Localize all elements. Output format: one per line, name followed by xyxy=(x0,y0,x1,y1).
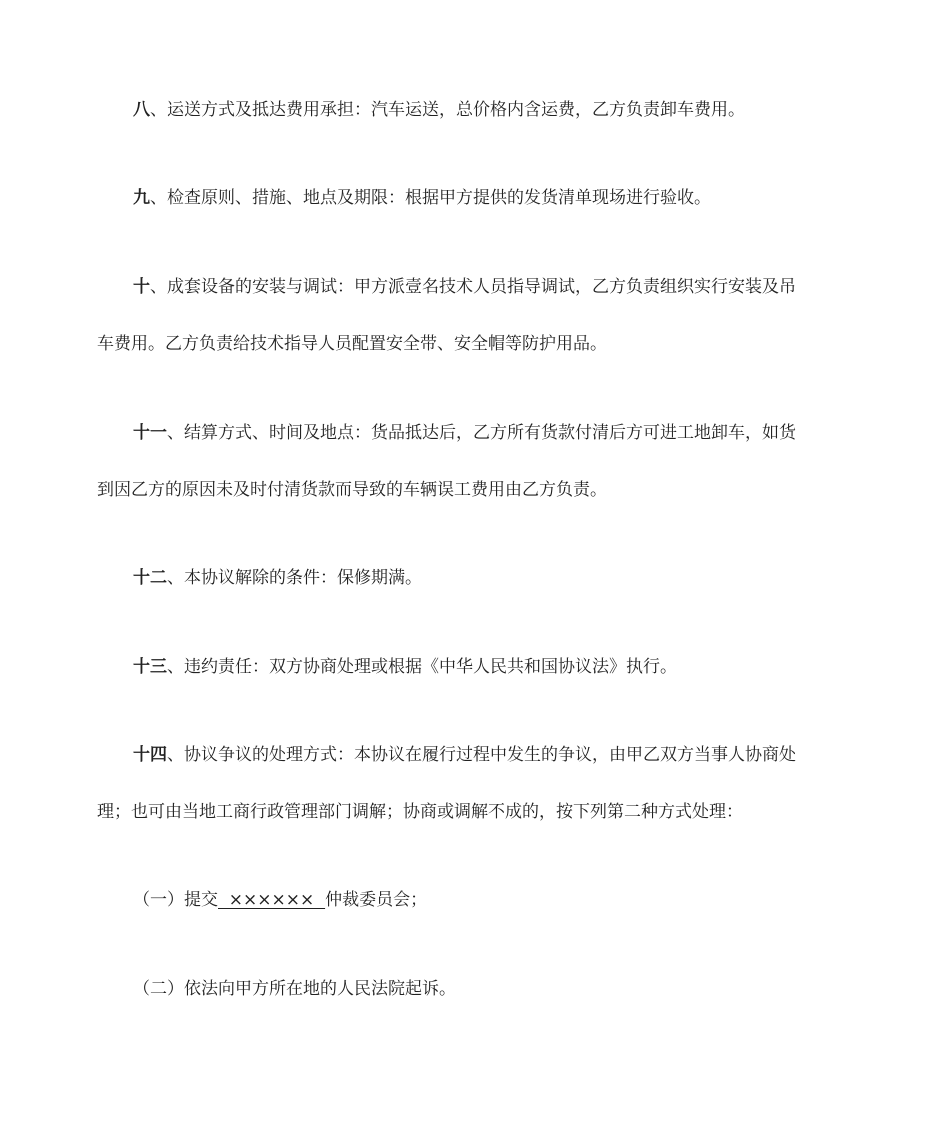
clause-number: 十二 xyxy=(133,568,167,588)
clause-8 xyxy=(97,99,893,121)
clause-text: 理；也可由当地工商行政管理部门调解；协商或调解不成的，按下列第二种方式处理： xyxy=(97,802,743,822)
clause-text: 、运送方式及抵达费用承担：汽车运送，总价格内含运费，乙方负责卸车费用。 xyxy=(150,100,745,120)
clause-11-continuation xyxy=(97,479,857,501)
clause-number: 九 xyxy=(133,188,150,208)
clause-text: 车费用。乙方负责给技术指导人员配置安全带、安全帽等防护用品。 xyxy=(97,334,607,354)
dispute-option-2 xyxy=(97,978,893,1000)
clause-text: 、成套设备的安装与调试：甲方派壹名技术人员指导调试，乙方负责组织实行安装及吊 xyxy=(150,277,796,297)
clause-14-continuation xyxy=(97,801,857,823)
clause-13 xyxy=(97,656,893,678)
clause-number: 十一 xyxy=(133,423,167,443)
clause-text: 、本协议解除的条件：保修期满。 xyxy=(167,568,422,588)
clause-14 xyxy=(97,744,893,766)
clause-10 xyxy=(97,276,893,298)
arbitration-blank-field: ×××××× xyxy=(218,890,326,910)
clause-text: 、协议争议的处理方式：本协议在履行过程中发生的争议，由甲乙双方当事人协商处 xyxy=(167,745,796,765)
dispute-option-1 xyxy=(97,889,893,911)
clause-text: 、检查原则、措施、地点及期限：根据甲方提供的发货清单现场进行验收。 xyxy=(150,188,711,208)
clause-12 xyxy=(97,567,893,589)
clause-9 xyxy=(97,187,893,209)
option-text: （二）依法向甲方所在地的人民法院起诉。 xyxy=(133,979,456,999)
clause-text: 、违约责任：双方协商处理或根据《中华人民共和国协议法》执行。 xyxy=(167,657,677,677)
option-suffix: 仲裁委员会； xyxy=(325,890,428,910)
clause-text: 、结算方式、时间及地点：货品抵达后，乙方所有货款付清后方可进工地卸车，如货 xyxy=(167,423,796,443)
option-prefix: （一）提交 xyxy=(133,890,218,910)
clause-text: 到因乙方的原因未及时付清货款而导致的车辆误工费用由乙方负责。 xyxy=(97,480,607,500)
clause-number: 十四 xyxy=(133,745,167,765)
clause-number: 十三 xyxy=(133,657,167,677)
clause-number: 八 xyxy=(133,100,150,120)
clause-10-continuation xyxy=(97,333,857,355)
clause-11 xyxy=(97,422,893,444)
clause-number: 十 xyxy=(133,277,150,297)
